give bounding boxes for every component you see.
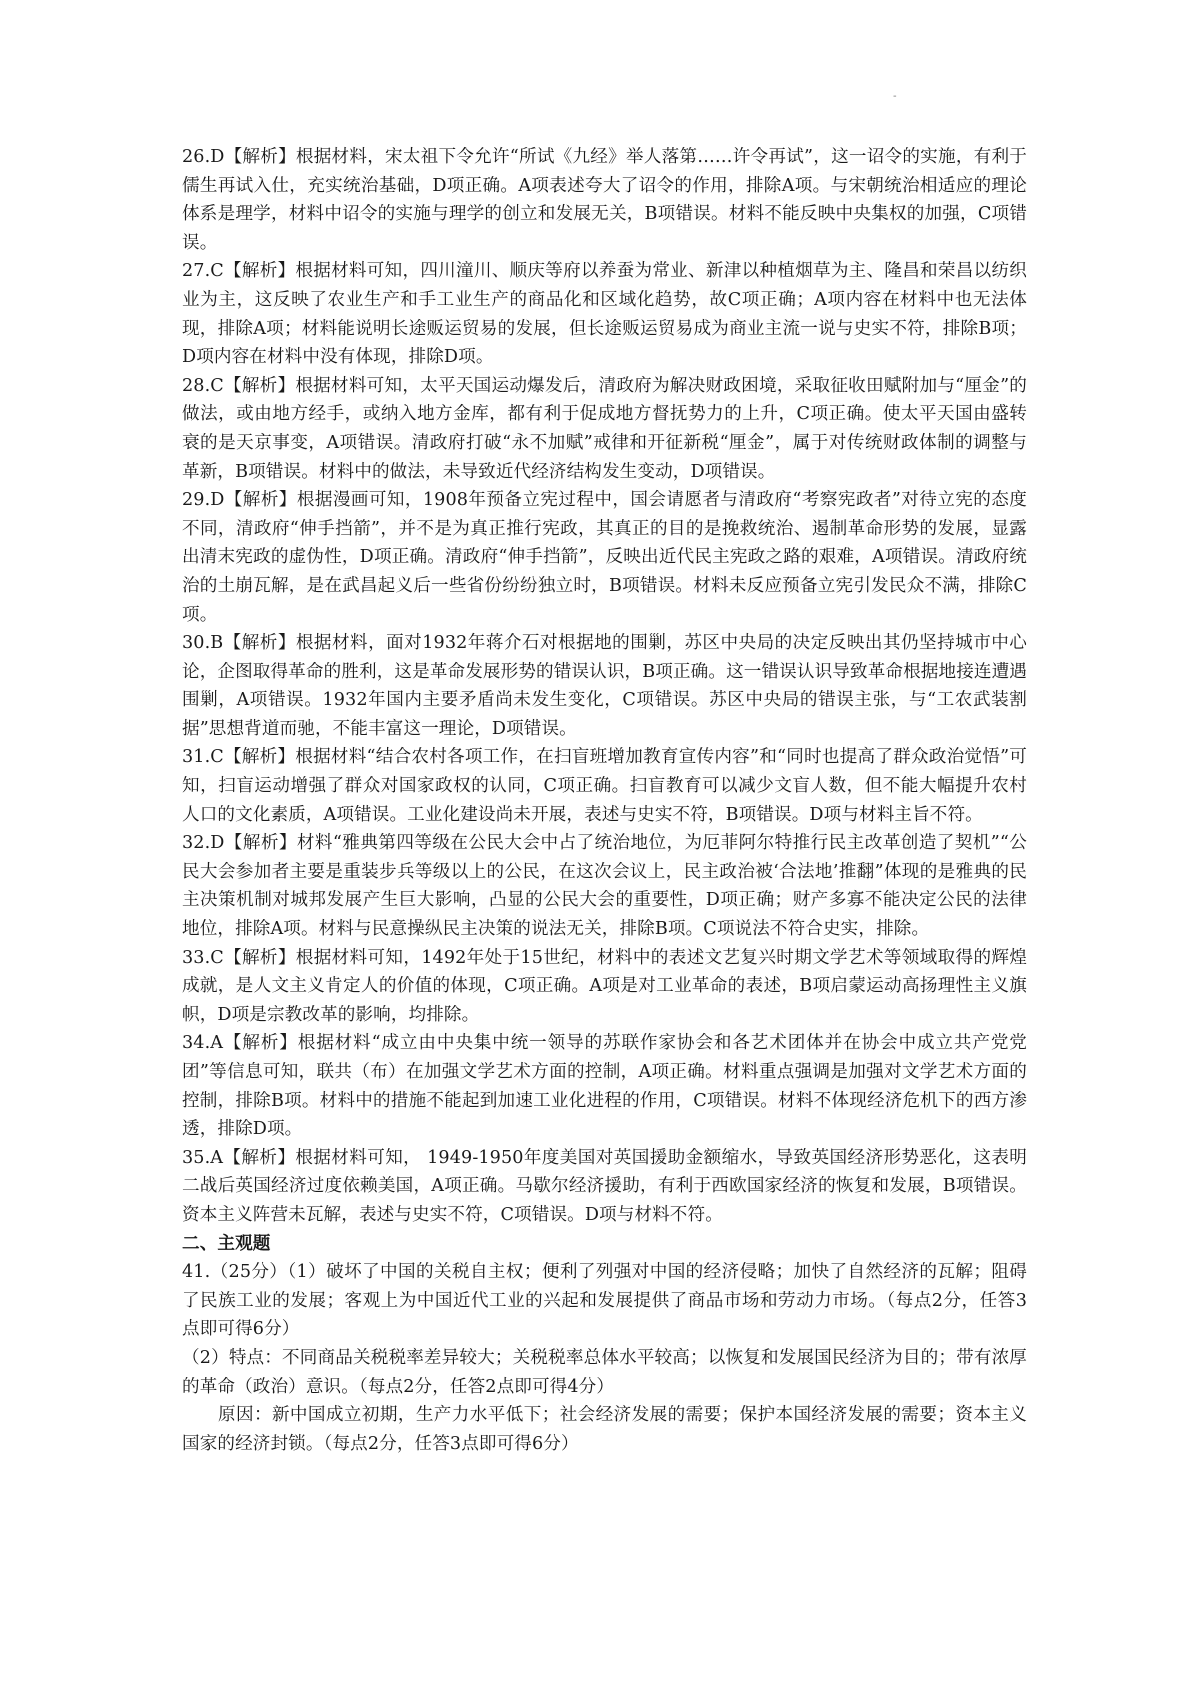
answer-41-part2: （2）特点：不同商品关税税率差异较大；关税税率总体水平较高；以恢复和发展国民经济为目的；带有浓厚的革命（政治）意识。（每点2分，任答2点即可得4分） xyxy=(182,1347,1027,1397)
answer-41-part3: 原因：新中国成立初期，生产力水平低下；社会经济发展的需要；保护本国经济发展的需要；资本主义国家的经济封锁。（每点2分，任答3点即可得6分） xyxy=(182,1405,1027,1454)
answer-41-part1: 41.（25分）（1）破坏了中国的关税自主权；便利了列强对中国的经济侵略；加快了自然经济的瓦解；阻碍了民族工业的发展；客观上为中国近代工业的兴起和发展提供了商品市场和劳动力市场。（每点2分，任答3点即可得6分） xyxy=(182,1262,1027,1340)
answer-27: 27.C【解析】根据材料可知，四川潼川、顺庆等府以养蚕为常业、新津以种植烟草为主、隆昌和荣昌以纺织业为主，这反映了农业生产和手工业生产的商品化和区域化趋势，故C项正确；A项内容在材料中也无法体现，排除A项；材料能说明长途贩运贸易的发展，但长途贩运贸易成为商业主流一说与史实不符，排除B项；D项内容在材料中没有体现，排除D项。 xyxy=(182,261,1027,368)
answer-29: 29.D【解析】根据漫画可知，1908年预备立宪过程中，国会请愿者与清政府“考察宪政者”对待立宪的态度不同，清政府“伸手挡箭”，并不是为真正推行宪政，其真正的目的是挽救统治、遏制革命形势的发展，显露出清末宪政的虚伪性，D项正确。清政府“伸手挡箭”，反映出近代民主宪政之路的艰难，A项错误。清政府统治的土崩瓦解，是在武昌起义后一些省份纷纷独立时，B项错误。材料未反应预备立宪引发民众不满，排除C项。 xyxy=(182,490,1027,625)
answer-32: 32.D【解析】材料“雅典第四等级在公民大会中占了统治地位，为厄菲阿尔特推行民主改革创造了契机”“公民大会参加者主要是重装步兵等级以上的公民，在这次会议上，民主政治被‘合法地’推翻”体现的是雅典的民主决策机制对城邦发展产生巨大影响，凸显的公民大会的重要性，D项正确；财产多寡不能决定公民的法律地位，排除A项。材料与民意操纵民主决策的说法无关，排除B项。C项说法不符合史实，排除。 xyxy=(182,833,1027,940)
answer-content xyxy=(182,143,1027,1458)
answer-33: 33.C【解析】根据材料可知，1492年处于15世纪，材料中的表述文艺复兴时期文学艺术等领域取得的辉煌成就，是人文主义肯定人的价值的体现，C项正确。A项是对工业革命的表述，B项启蒙运动高扬理性主义旗帜，D项是宗教改革的影响，均排除。 xyxy=(182,947,1027,1025)
answer-28: 28.C【解析】根据材料可知，太平天国运动爆发后，清政府为解决财政困境，采取征收田赋附加与“厘金”的做法，或由地方经手，或纳入地方金库，都有利于促成地方督抚势力的上升，C项正确。使太平天国由盛转衰的是天京事变，A项错误。清政府打破“永不加赋”戒律和开征新税“厘金”，属于对传统财政体制的调整与革新，B项错误。材料中的做法，未导致近代经济结构发生变动，D项错误。 xyxy=(182,375,1027,482)
answer-26: 26.D【解析】根据材料，宋太祖下令允许“所试《九经》举人落第……许令再试”，这一诏令的实施，有利于儒生再试入仕，充实统治基础，D项正确。A项表述夸大了诏令的作用，排除A项。与宋朝统治相适应的理论体系是理学，材料中诏令的实施与理学的创立和发展无关，B项错误。材料不能反映中央集权的加强，C项错误。 xyxy=(182,147,1027,253)
answer-35: 35.A【解析】根据材料可知， 1949-1950年度美国对英国援助金额缩水，导致英国经济形势恶化，这表明二战后英国经济过度依赖美国，A项正确。马歇尔经济援助，有利于西欧国家经济的恢复和发展，B项错误。资本主义阵营未瓦解，表述与史实不符，C项错误。D项与材料不符。 xyxy=(182,1147,1027,1225)
answer-34: 34.A【解析】根据材料“成立由中央集中统一领导的苏联作家协会和各艺术团体并在协会中成立共产党党团”等信息可知，联共（布）在加强文学艺术方面的控制，A项正确。材料重点强调是加强对文学艺术方面的控制，排除B项。材料中的措施不能起到加速工业化进程的作用，C项错误。材料不体现经济危机下的西方渗透，排除D项。 xyxy=(182,1033,1027,1140)
answer-31: 31.C【解析】根据材料“结合农村各项工作，在扫盲班增加教育宣传内容”和“同时也提高了群众政治觉悟”可知，扫盲运动增强了群众对国家政权的认同，C项正确。扫盲教育可以减少文盲人数，但不能大幅提升农村人口的文化素质，A项错误。工业化建设尚未开展，表述与史实不符，B项错误。D项与材料主旨不符。 xyxy=(182,747,1027,825)
header-mark: - xyxy=(893,91,897,102)
answer-30: 30.B【解析】根据材料，面对1932年蒋介石对根据地的围剿，苏区中央局的决定反映出其仍坚持城市中心论，企图取得革命的胜利，这是革命发展形势的错误认识，B项正确。这一错误认识导致革命根据地接连遭遇围剿，A项错误。1932年国内主要矛盾尚未发生变化，C项错误。苏区中央局的错误主张，与“工农武装割据”思想背道而驰，不能丰富这一理论，D项错误。 xyxy=(182,633,1027,739)
section-heading: 二、主观题 xyxy=(182,1232,271,1254)
